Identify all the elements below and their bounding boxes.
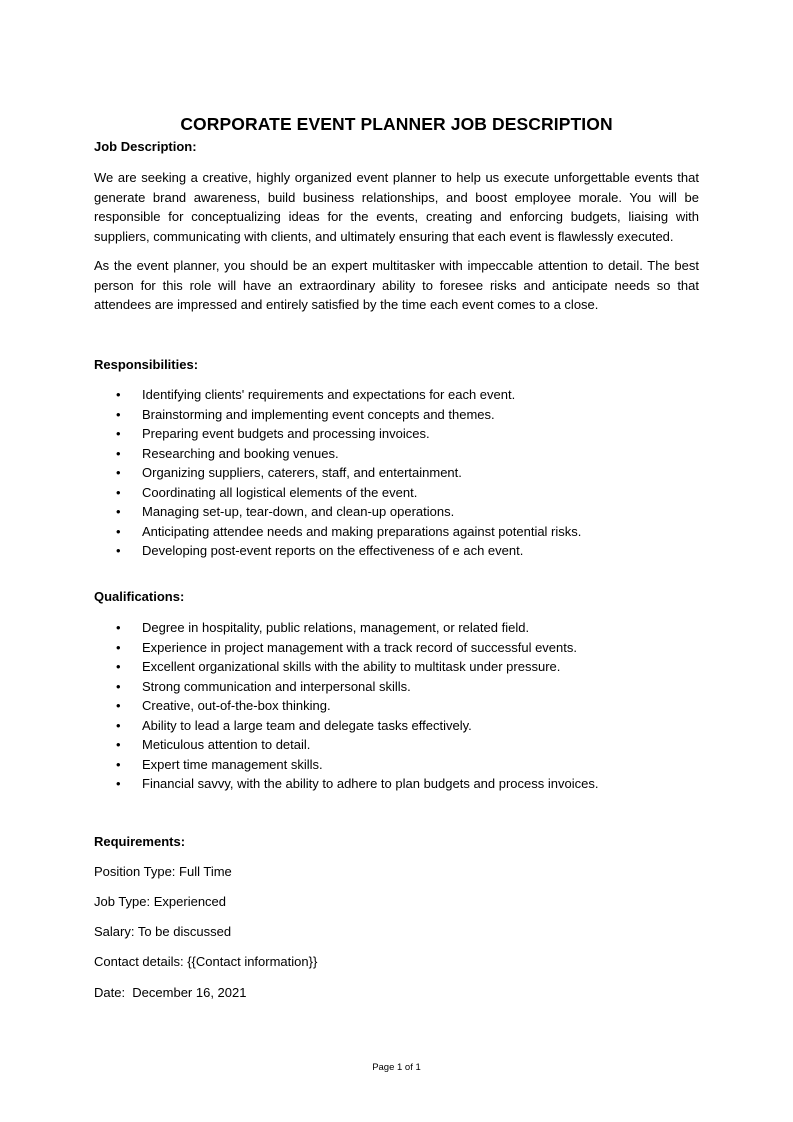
bullet: • xyxy=(116,717,121,733)
list-item xyxy=(94,618,598,638)
bullet: • xyxy=(116,523,121,539)
bullet: • xyxy=(116,756,121,772)
list-item-text: Preparing event budgets and processing invoices. xyxy=(142,426,430,441)
list-item-text: Ability to lead a large team and delegate tasks effectively. xyxy=(142,717,472,733)
list-item xyxy=(94,716,598,736)
list-item-text: Excellent organizational skills with the ability to multitask under pressure. xyxy=(142,659,561,674)
list-item xyxy=(94,657,598,677)
contact-details: Contact details: {{Contact information}} xyxy=(94,954,318,969)
list-item xyxy=(94,638,598,658)
list-item xyxy=(94,696,598,716)
list-item-text: Degree in hospitality, public relations, management, or related field. xyxy=(142,620,530,635)
list-item-text: Experience in project management with a track record of successful events. xyxy=(142,639,577,655)
list-item-text: Meticulous attention to detail. xyxy=(142,737,311,752)
bullet: • xyxy=(116,465,121,480)
list-item xyxy=(94,483,581,503)
requirements-heading: Requirements: xyxy=(94,834,186,849)
list-item xyxy=(94,677,598,697)
responsibilities-heading: Responsibilities: xyxy=(94,357,199,372)
list-item-text: Identifying clients' requirements and expectations for each event. xyxy=(142,387,516,402)
bullet: • xyxy=(116,659,121,674)
bullet: • xyxy=(116,776,121,791)
list-item xyxy=(94,774,598,794)
list-item xyxy=(94,405,581,425)
qualifications-list xyxy=(94,618,598,794)
job-type: Job Type: Experienced xyxy=(94,894,227,909)
list-item xyxy=(94,385,581,405)
bullet: • xyxy=(116,543,121,558)
list-item xyxy=(94,522,581,542)
bullet: • xyxy=(116,484,121,500)
bullet: • xyxy=(116,678,121,694)
bullet: • xyxy=(116,387,121,402)
job-description-heading: Job Description: xyxy=(94,139,197,154)
list-item xyxy=(94,463,581,483)
bullet: • xyxy=(116,504,121,519)
bullet: • xyxy=(116,639,121,655)
list-item-text: Anticipating attendee needs and making preparations against potential risks. xyxy=(142,523,582,539)
list-item-text: Strong communication and interpersonal skills. xyxy=(142,678,411,694)
job-description-paragraph-1: We are seeking a creative, highly organized event planner to help us execute unforgettable events that generate brand awareness, build business relationships, and boost employee morale. You will be responsible for conceptualizing ideas for the events, creating and enforcing budgets, liaising with suppliers, communicating with clients, and ultimately ensuring that each event is flawlessly executed. xyxy=(94,170,699,244)
list-item-text: Developing post-event reports on the effectiveness of e ach event. xyxy=(142,543,524,558)
list-item-text: Creative, out-of-the-box thinking. xyxy=(142,698,331,713)
job-description-paragraph-2: As the event planner, you should be an expert multitasker with impeccable attention to detail. The best person for this role will have an extraordinary ability to foresee risks and anticipate needs so that attendees are impressed and entirely satisfied by the time each event comes to a close. xyxy=(94,258,699,312)
list-item-text: Coordinating all logistical elements of the event. xyxy=(142,484,418,500)
list-item-text: Organizing suppliers, caterers, staff, and entertainment. xyxy=(142,465,462,480)
list-item-text: Researching and booking venues. xyxy=(142,445,339,461)
position-type: Position Type: Full Time xyxy=(94,864,232,879)
qualifications-heading: Qualifications: xyxy=(94,589,185,604)
list-item xyxy=(94,424,581,444)
bullet: • xyxy=(116,737,121,752)
list-item xyxy=(94,755,598,775)
list-item xyxy=(94,444,581,464)
responsibilities-list xyxy=(94,385,581,561)
page-number: Page 1 of 1 xyxy=(372,1062,421,1073)
list-item-text: Expert time management skills. xyxy=(142,756,323,772)
list-item xyxy=(94,735,598,755)
document-title: CORPORATE EVENT PLANNER JOB DESCRIPTION xyxy=(180,114,613,134)
bullet: • xyxy=(116,426,121,441)
list-item-text: Managing set-up, tear-down, and clean-up operations. xyxy=(142,504,455,519)
list-item-text: Brainstorming and implementing event concepts and themes. xyxy=(142,406,495,422)
list-item-text: Financial savvy, with the ability to adhere to plan budgets and process invoices. xyxy=(142,776,599,791)
date: Date: December 16, 2021 xyxy=(94,985,247,1000)
bullet: • xyxy=(116,406,121,422)
list-item xyxy=(94,541,581,561)
list-item xyxy=(94,502,581,522)
bullet: • xyxy=(116,445,121,461)
salary: Salary: To be discussed xyxy=(94,924,232,939)
bullet: • xyxy=(116,698,121,713)
bullet: • xyxy=(116,620,121,635)
